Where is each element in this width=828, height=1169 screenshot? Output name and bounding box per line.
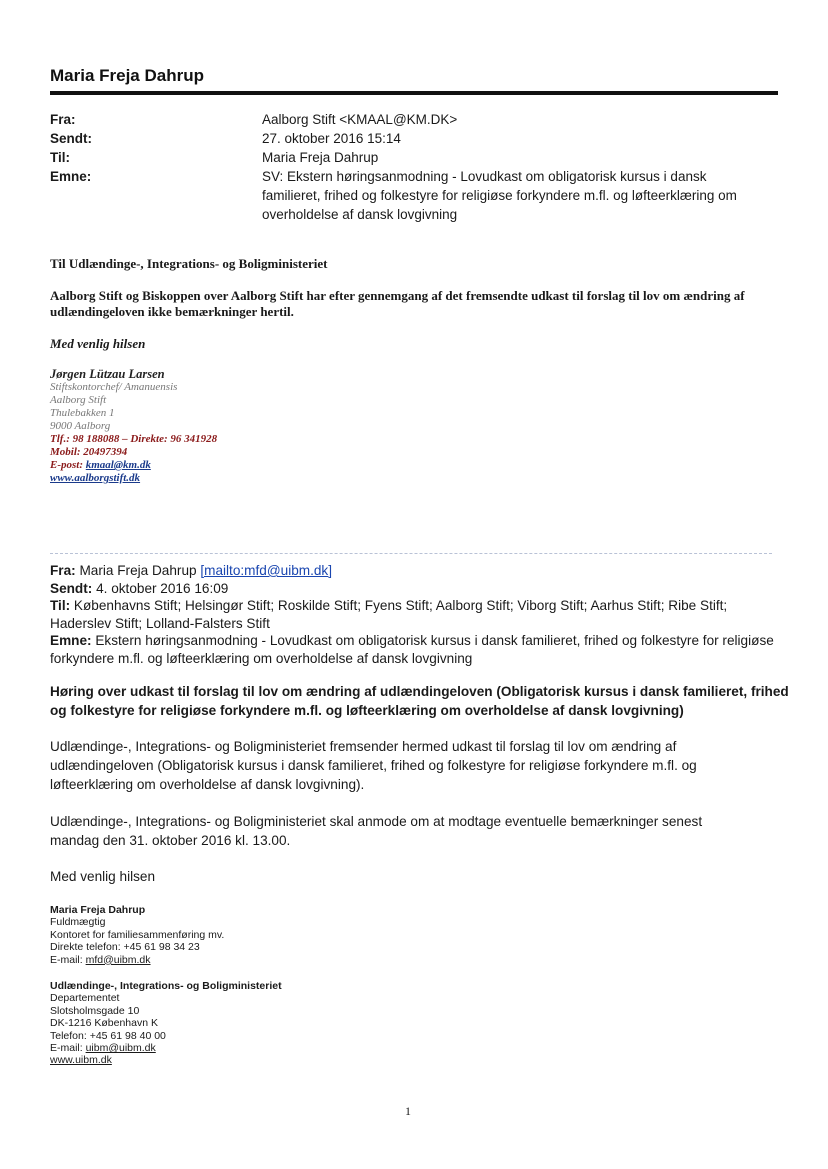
forward-separator [50, 553, 772, 554]
sig-person-name: Maria Freja Dahrup [50, 904, 146, 916]
sig-person-email-link[interactable]: mfd@uibm.dk [85, 953, 151, 966]
header-rule [50, 91, 778, 95]
header-value: Maria Freja Dahrup [262, 150, 379, 165]
reply-recipient: Til Udlændinge-, Integrations- og Boligministeriet [50, 256, 328, 271]
sig-org-city: DK-1216 København K [50, 1017, 158, 1030]
signature-city: 9000 Aalborg [50, 420, 111, 432]
forwarded-paragraph-1: Udlændinge-, Integrations- og Boligministeriet fremsender hermed udkast til forslag til lov om ændring af udlændingeloven (Obligatorisk kursus i dansk familieret, frihed og folkestyre for religiøse forkyndere m.fl. og løfteerklæring om overholdelse af dansk lovgivning). [50, 739, 697, 792]
sig-org-web-link[interactable]: www.uibm.dk [50, 1054, 112, 1067]
signature-phone: Tlf.: 98 188088 – Direkte: 96 341928 [50, 433, 218, 445]
signature-street: Thulebakken 1 [50, 407, 115, 419]
forwarded-header [50, 562, 790, 667]
fwd-from-label: Fra: [50, 563, 76, 578]
fwd-sent-row [50, 580, 790, 598]
fwd-to-row [50, 597, 790, 632]
header-row-sent [50, 129, 778, 148]
fwd-mailto-link[interactable]: [mailto:mfd@uibm.dk] [200, 563, 333, 578]
header-value: Aalborg Stift <KMAAL@KM.DK> [262, 112, 458, 127]
signature-name: Jørgen Lützau Larsen [50, 367, 165, 381]
sig-person-email-line [50, 954, 450, 966]
signature-web-link[interactable]: www.aalborgstift.dk [50, 472, 141, 484]
header-row-to [50, 148, 778, 167]
page-number: 1 [405, 1104, 411, 1118]
reply-body: Aalborg Stift og Biskoppen over Aalborg Stift har efter gennemgang af det fremsendte udkast til forslag til lov om ændring af udlændingeloven ikke bemærkninger hertil. [50, 288, 745, 319]
sig-org-phone: Telefon: +45 61 98 40 00 [50, 1029, 166, 1042]
forwarded-signature-person [50, 904, 450, 966]
sig-person-title: Fuldmægtig [50, 916, 106, 929]
fwd-from-row [50, 562, 790, 580]
sig-org-name: Udlændinge-, Integrations- og Boligministeriet [50, 980, 282, 992]
sig-org-email-link[interactable]: uibm@uibm.dk [85, 1042, 156, 1055]
signature-title: Stiftskontorchef/ Amanuensis [50, 381, 178, 393]
header-label: Fra: [50, 112, 76, 127]
sig-person-phone: Direkte telefon: +45 61 98 34 23 [50, 941, 200, 954]
fwd-subject-label: Emne: [50, 633, 92, 648]
fwd-subject: Ekstern høringsanmodning - Lovudkast om obligatorisk kursus i dansk familieret, frihed og folkestyre for religiøse forkyndere m.fl. og løfteerklæring om overholdelse af dansk lovgivning [50, 633, 774, 666]
fwd-to: Københavns Stift; Helsingør Stift; Roskilde Stift; Fyens Stift; Aalborg Stift; Viborg Stift; Aarhus Stift; Ribe Stift; Haderslev Stift; Lolland-Falsters Stift [50, 598, 728, 631]
signature-email-label: E-post: [50, 459, 86, 471]
forwarded-heading: Høring over udkast til forslag til lov om ændring af udlændingeloven (Obligatorisk kursus i dansk familieret, frihed og folkestyre for religiøse forkyndere m.fl. og løfteerklæring om overholdelse af dansk lovgivning) [50, 684, 789, 718]
email-header [50, 110, 778, 224]
header-row-subject [50, 167, 778, 224]
header-value: 27. oktober 2016 15:14 [262, 131, 401, 146]
fwd-sent: 4. oktober 2016 16:09 [96, 580, 229, 596]
document-owner-name: Maria Freja Dahrup [50, 66, 204, 85]
header-label: Til: [50, 150, 70, 165]
sig-org-street: Slotsholmsgade 10 [50, 1004, 140, 1017]
sig-org-email-line [50, 1042, 450, 1054]
fwd-subject-row [50, 632, 790, 667]
signature-mobile: Mobil: 20497394 [50, 446, 128, 458]
signature-email-line [50, 459, 217, 472]
header-row-from [50, 110, 778, 129]
sig-org-email-label: E-mail: [50, 1042, 86, 1055]
forwarded-paragraph-2: Udlændinge-, Integrations- og Boligministeriet skal anmode om at modtage eventuelle bemærkninger senest mandag den 31. oktober 2016 kl. 13.00. [50, 814, 703, 848]
forwarded-signature-org [50, 980, 450, 1067]
fwd-from: Maria Freja Dahrup [79, 563, 197, 578]
reply-signature [50, 368, 217, 485]
sig-person-email-label: E-mail: [50, 953, 86, 966]
reply-greeting: Med venlig hilsen [50, 336, 146, 351]
signature-org: Aalborg Stift [50, 394, 107, 406]
sig-org-dept: Departementet [50, 992, 120, 1005]
header-label: Emne: [50, 169, 92, 184]
header-value: SV: Ekstern høringsanmodning - Lovudkast om obligatorisk kursus i dansk familieret, frihed og folkestyre for religiøse forkyndere m.fl. og løfteerklæring om overholdelse af dansk lovgivning [262, 169, 737, 222]
signature-email-link[interactable]: kmaal@km.dk [85, 459, 151, 471]
forwarded-greeting: Med venlig hilsen [50, 869, 156, 884]
sig-person-office: Kontoret for familiesammenføring mv. [50, 928, 225, 941]
fwd-to-label: Til: [50, 598, 71, 613]
header-label: Sendt: [50, 131, 92, 146]
fwd-sent-label: Sendt: [50, 580, 93, 596]
